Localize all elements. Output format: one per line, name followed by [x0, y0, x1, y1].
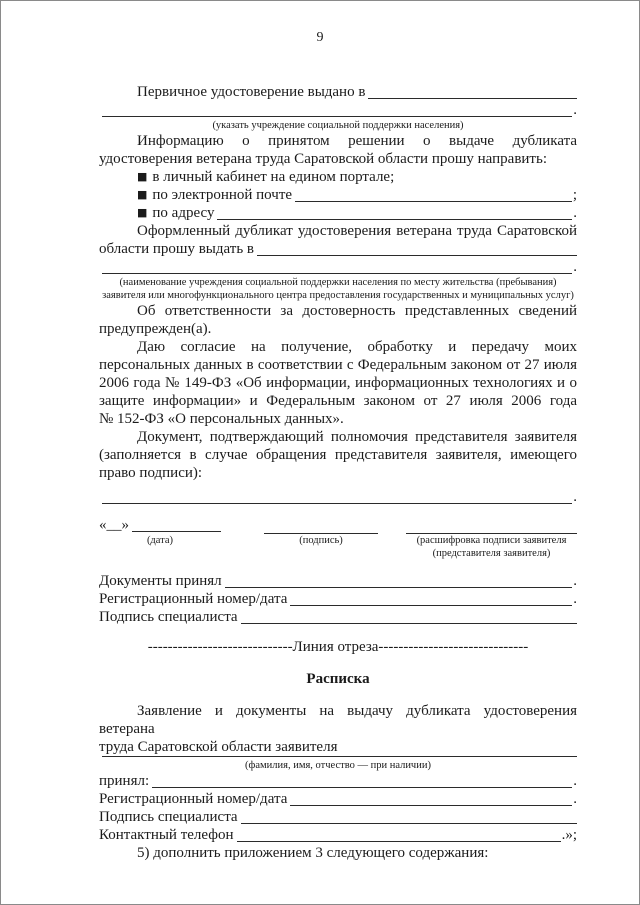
receipt-specialist-row	[99, 808, 577, 826]
duplicate-continuation-row	[99, 258, 577, 276]
info-paragraph-line: удостоверения ветерана труда Саратовской области прошу направить:	[99, 151, 547, 167]
representative-blank-row	[99, 488, 577, 506]
line-suffix: .	[573, 102, 577, 118]
blank-line	[102, 503, 572, 504]
blank-line	[152, 787, 572, 788]
specialist-signature-row	[99, 608, 577, 626]
signature-name-field	[406, 517, 577, 534]
blank-line	[241, 823, 577, 824]
documents-received-row	[99, 572, 577, 590]
representative-paragraph-line: Документ, подтверждающий полномочия представителя заявителя	[137, 429, 577, 445]
receipt-received-row	[99, 772, 577, 790]
institution-caption: (указать учреждение социальной поддержки населения)	[212, 120, 464, 131]
name-caption-line: (представителя заявителя)	[432, 548, 551, 559]
line-suffix: .	[573, 591, 577, 607]
line-suffix: .	[573, 791, 577, 807]
blank-line	[217, 219, 572, 220]
duplicate-issue-row	[99, 240, 577, 258]
blank-line	[290, 805, 572, 806]
specialist-signature-label: Подпись специалиста	[99, 609, 238, 625]
blank-line	[132, 531, 221, 532]
blank-line	[102, 116, 572, 117]
receipt-registration-label: Регистрационный номер/дата	[99, 791, 288, 807]
line-suffix: .	[573, 205, 577, 221]
registration-number-label: Регистрационный номер/дата	[99, 591, 288, 607]
blank-line	[237, 841, 561, 842]
consent-paragraph-line: защите информации» и Федеральным законом от 27 июля 2006 года	[99, 393, 577, 409]
consent-paragraph-line: Даю согласие на получение, обработку и передачу моих	[137, 339, 577, 355]
bullet-label: по электронной почте	[152, 187, 293, 203]
primary-certificate-continuation-row	[99, 101, 577, 119]
name-caption	[406, 534, 577, 560]
receipt-phone-row	[99, 826, 577, 844]
receipt-specialist-label: Подпись специалиста	[99, 809, 238, 825]
line-suffix: .	[573, 489, 577, 505]
duplicate-paragraph-line: Оформленный дубликат удостоверения ветерана труда Саратовской	[137, 223, 577, 239]
signature-date-field	[99, 516, 221, 534]
checkbox-filled-icon: ■	[137, 188, 148, 201]
receipt-paragraph-line: Заявление и документы на выдачу дубликата удостоверения ветерана	[99, 703, 577, 737]
blank-line	[241, 623, 577, 624]
primary-certificate-label: Первичное удостоверение выдано в	[137, 84, 366, 100]
institution-name-caption: (наименование учреждения социальной поддержки населения по месту жительства (пребывания)	[119, 277, 557, 288]
checkbox-filled-icon: ■	[137, 206, 148, 219]
consent-paragraph-line: № 152-ФЗ «О персональных данных».	[99, 411, 344, 427]
page-number: 9	[316, 30, 324, 45]
bullet-item-portal	[99, 168, 577, 186]
info-paragraph-line: Информацию о принятом решении о выдаче дубликата	[137, 133, 577, 149]
line-suffix: .	[573, 259, 577, 275]
consent-paragraph-line: 2006 года № 149-ФЗ «Об информации, информационных технологиях и о	[99, 375, 577, 391]
date-quotes-label: «__»	[99, 517, 129, 533]
blank-line	[290, 605, 572, 606]
signature-row	[99, 516, 577, 534]
bullet-label: в личный кабинет на едином портале;	[152, 169, 395, 185]
institution-name-caption: заявителя или многофункционального центра предоставления государственных и муниципальных услуг)	[102, 290, 574, 301]
blank-line	[102, 756, 577, 757]
blank-line	[257, 255, 577, 256]
blank-line	[225, 587, 573, 588]
line-suffix: .	[573, 573, 577, 589]
duplicate-issue-label: области прошу выдать в	[99, 241, 255, 257]
responsibility-paragraph-line: Об ответственности за достоверность представленных сведений	[137, 303, 577, 319]
documents-received-label: Документы принял	[99, 573, 222, 589]
signature-sign-field	[264, 517, 378, 534]
full-name-caption: (фамилия, имя, отчество — при наличии)	[245, 760, 431, 771]
receipt-phone-label: Контактный телефон	[99, 827, 234, 843]
receipt-title: Расписка	[306, 671, 370, 687]
receipt-paragraph-line: труда Саратовской области заявителя	[99, 739, 338, 755]
blank-line	[295, 201, 572, 202]
line-suffix: .»;	[561, 827, 577, 843]
representative-paragraph-line: (заполняется в случае обращения представителя заявителя, имеющего	[99, 447, 577, 463]
date-caption: (дата)	[146, 535, 174, 546]
amendment-item-line: 5) дополнить приложением 3 следующего содержания:	[137, 845, 489, 861]
bullet-item-address	[99, 204, 577, 222]
bullet-item-email	[99, 186, 577, 204]
blank-line	[368, 98, 577, 99]
registration-number-row	[99, 590, 577, 608]
name-caption-line: (расшифровка подписи заявителя	[416, 535, 567, 546]
line-suffix: .	[573, 773, 577, 789]
checkbox-filled-icon: ■	[137, 170, 148, 183]
line-suffix: ;	[572, 187, 577, 203]
receipt-registration-row	[99, 790, 577, 808]
signature-captions-row	[99, 534, 577, 560]
consent-paragraph-line: персональных данных в соответствии с Федеральным законом от 27 июля	[99, 357, 577, 373]
blank-line	[102, 273, 572, 274]
receipt-received-label: принял:	[99, 773, 150, 789]
bullet-label: по адресу	[152, 205, 215, 221]
representative-paragraph-line: право подписи):	[99, 465, 203, 481]
document-content	[99, 83, 577, 862]
sign-caption: (подпись)	[299, 535, 343, 546]
primary-certificate-row	[99, 83, 577, 101]
responsibility-paragraph-line: предупрежден(а).	[99, 321, 212, 337]
cut-line: -----------------------------Линия отреза------------------------------	[147, 639, 529, 655]
